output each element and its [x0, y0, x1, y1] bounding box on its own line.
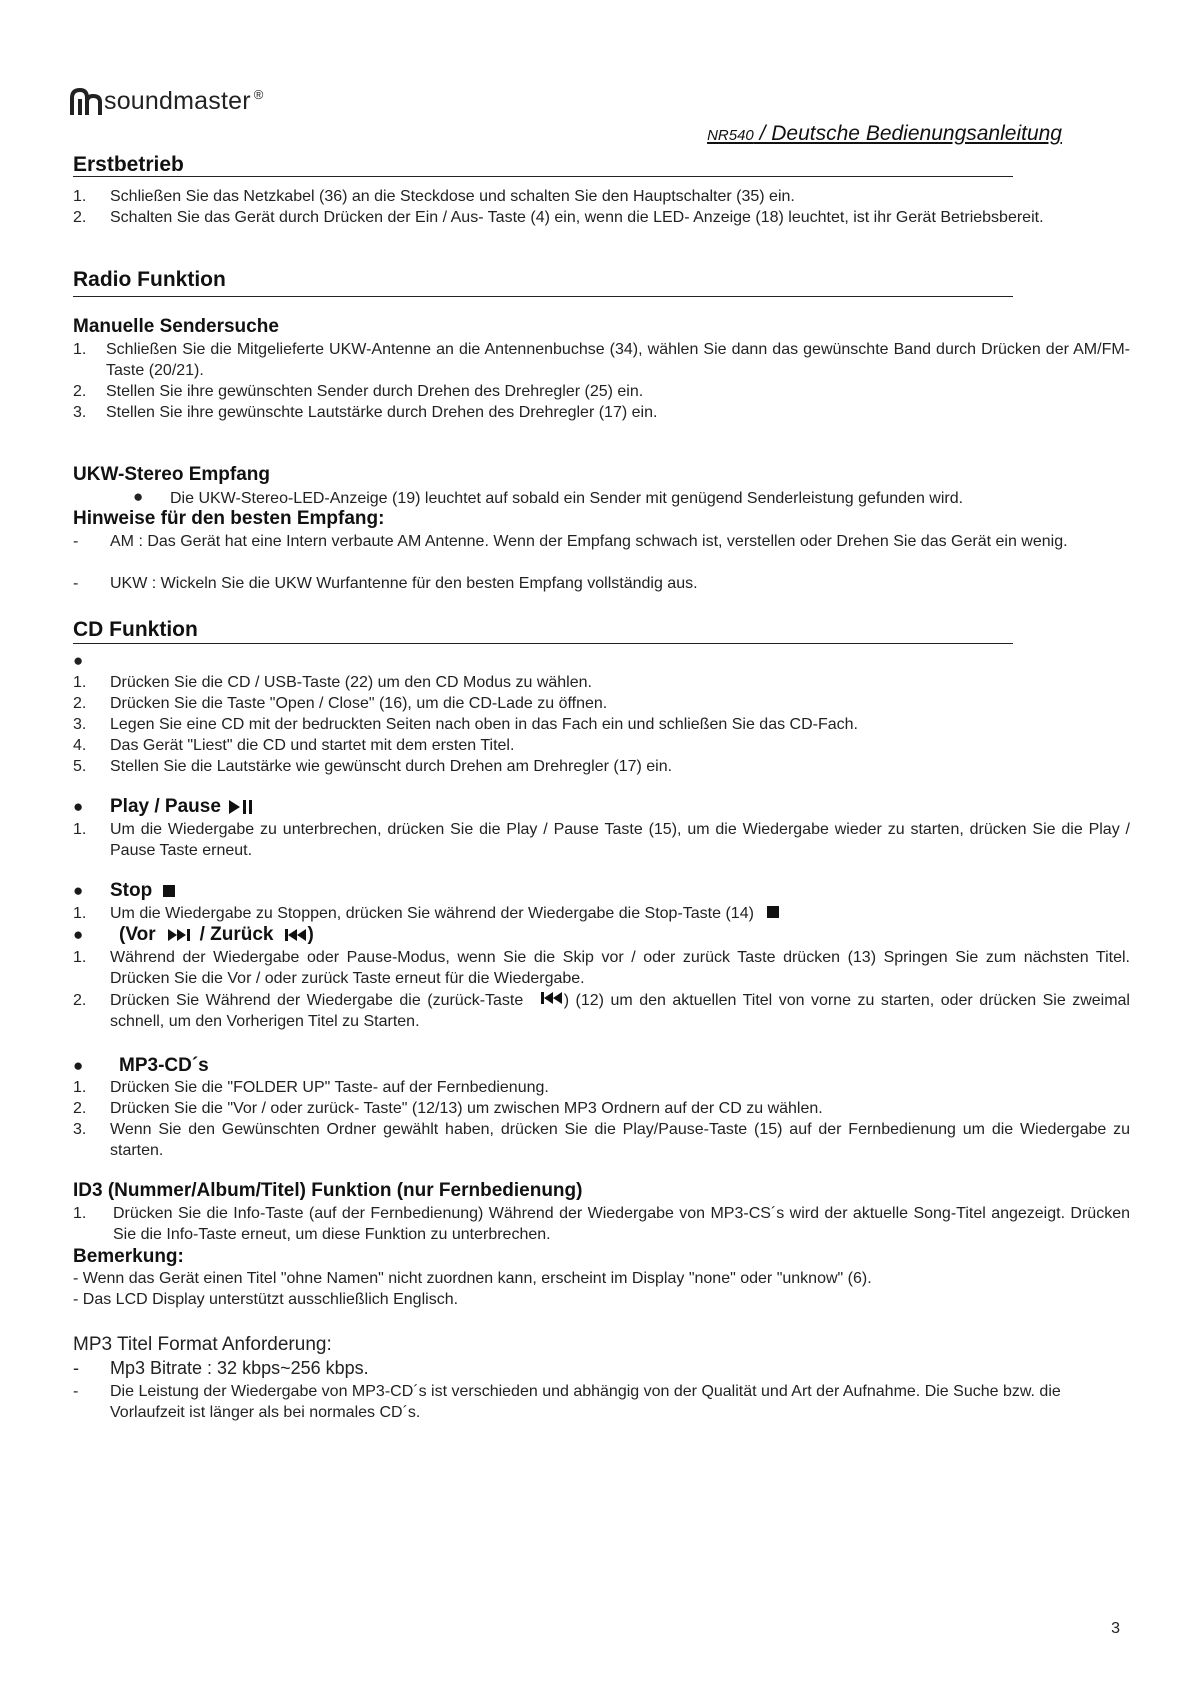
manual-title: / Deutsche Bedienungsanleitung: [753, 122, 1062, 145]
section-divider: [73, 643, 1013, 644]
skip-back-icon: [540, 991, 564, 1005]
bullet: ●: [73, 651, 84, 670]
skip-back-icon: [284, 928, 308, 942]
section-heading-cd: CD Funktion: [73, 618, 198, 641]
section-heading-radio: Radio Funktion: [73, 268, 226, 291]
stop-icon: [766, 905, 780, 919]
soundmaster-logo-icon: [70, 86, 104, 116]
page-number: 3: [1111, 1620, 1120, 1637]
subheading-note: Bemerkung:: [73, 1246, 184, 1267]
section-divider: [73, 176, 1013, 177]
logo-text: soundmaster ®: [104, 86, 264, 115]
skip-forward-icon: [168, 928, 192, 942]
section-divider: [73, 296, 1013, 297]
subheading-play-pause: ● Play / Pause: [73, 796, 253, 818]
section-heading-erstbetrieb: Erstbetrieb: [73, 153, 184, 176]
note-line: - Das LCD Display unterstützt ausschließlich Englisch.: [73, 1291, 459, 1308]
manual-header: [707, 122, 1062, 146]
subheading-tips: Hinweise für den besten Empfang:: [73, 508, 385, 529]
brand-logo: [70, 86, 264, 116]
subheading-mp3-cds: ● MP3-CD´s: [73, 1055, 209, 1076]
model-number: NR540: [707, 127, 754, 144]
play-pause-icon: [229, 799, 253, 815]
stop-icon: [162, 884, 176, 898]
subheading-mp3-format: MP3 Titel Format Anforderung:: [73, 1334, 332, 1355]
subheading-stop: ● Stop: [73, 880, 176, 902]
subheading-stereo: UKW-Stereo Empfang: [73, 464, 271, 485]
subheading-manual-search: Manuelle Sendersuche: [73, 316, 279, 337]
note-line: - Wenn das Gerät einen Titel "ohne Namen" nicht zuordnen kann, erscheint im Display "none" oder "unknow" (6).: [73, 1270, 872, 1287]
subheading-id3: ID3 (Nummer/Album/Titel) Funktion (nur Fernbedienung): [73, 1180, 583, 1201]
subheading-skip: ● (Vor / Zurück ): [73, 924, 314, 945]
